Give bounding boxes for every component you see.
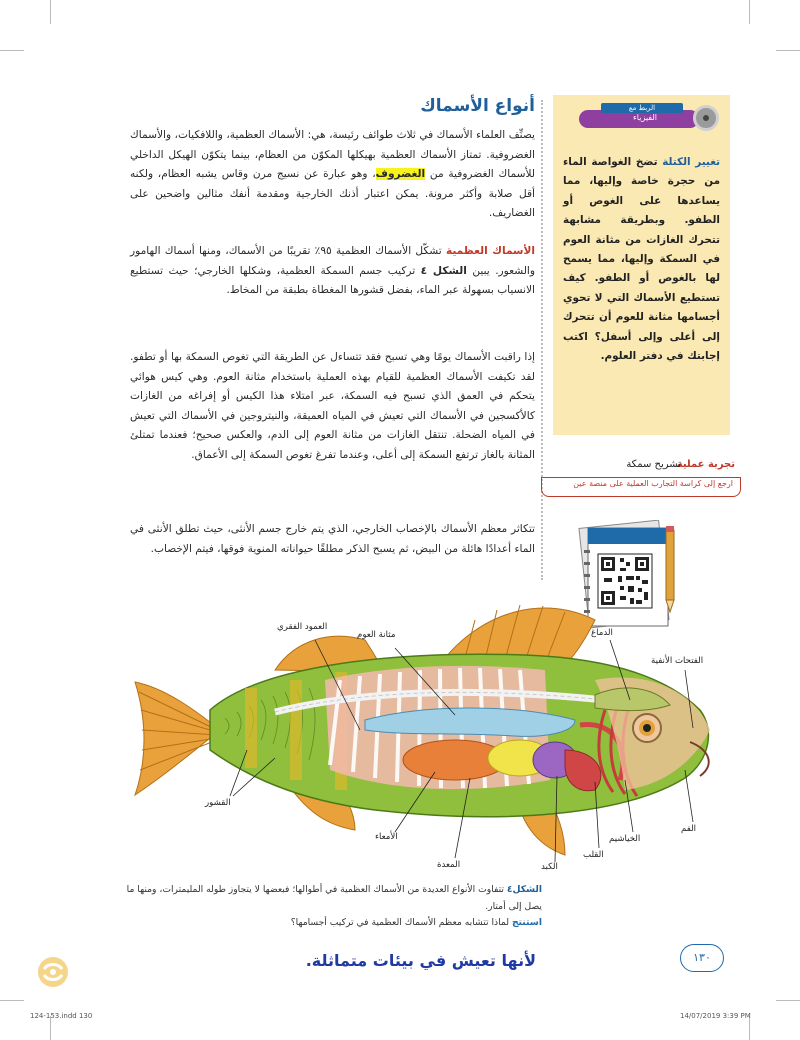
caption-line	[122, 882, 542, 915]
column-divider	[541, 100, 543, 580]
physics-connection-box	[553, 95, 730, 435]
bony-fish-anatomy-diagram	[125, 600, 725, 875]
caption-text: تتفاوت الأنواع العديدة من الأسماك العظمية في أطوالها؛ فبعضها لا يتجاوز طوله المليمترات، ومنها ما يصل إلى أمتار.	[126, 884, 542, 912]
bony-text-a: تشكّل الأسماك العظمية ٩٥٪ تقريبًا من الأسماك، ومنها أسماك الهامور والشعور. يبين	[130, 245, 535, 277]
label-stomach: المعدة	[437, 860, 461, 870]
intro-text-b: ، وهو عبارة عن نسيج مرن وقاس يشبه العظام، ولكنه أقل صلابة وأكثر مرونة. يمكن اعتبار أذنك الخارجية ومقدمة أنفك مثالين واضحين على الغضاريف.	[130, 168, 535, 220]
lab-title: تشريح سمكة	[626, 459, 681, 470]
label-swim-bladder: مثانة العوم	[357, 630, 396, 640]
badge-top-label: الربط مع	[601, 103, 683, 113]
cartilage-term: الغضروف	[375, 168, 426, 181]
answer-text: لأنها تعيش في بيئات متماثلة.	[305, 951, 536, 970]
crop-mark	[749, 0, 750, 24]
label-gills: الخياشيم	[609, 834, 641, 844]
swim-bladder-paragraph: إذا راقبت الأسماك يومًا وهي تسبح فقد تتساءل عن الطريقة التي تغوص السمكة بها أو تطفو. لقد تكيفت الأسماك العظمية للقيام بهذه العملية باستخدام مثانة العوم. وهي كيس هوائي يتحكم في العمق الذي تسبح فيه السمكة، عبر امتلاء هذا الكيس أو إفراغه من الغازات كالأكسجين في الأسماك التي تعيش في المياه العميقة، والنيتروجين في الأسماك التي تعيش في المياه الضحلة. تنتقل الغازات من مثانة العوم إلى الدم، والعكس صحيح؛ فعندما تمتلئ المثانة بالغاز ترتفع السمكة إلى أعلى، وعندما تفرغ تغوص السمكة إلى الأعماق.	[130, 351, 535, 461]
label-spine: العمود الفقري	[277, 622, 328, 632]
lab-activity	[541, 455, 741, 505]
sidebar-body: تضخ الغواصة الماء من حجرة خاصة وإليها، مما يساعدها على الغوص أو الطفو. وبطريقة مشابهة تتحرك الغازات من مثانة العوم في السمكة وإليها، مما يسمح لها بالغوص أو الطفو. كيف تستطيع الأسماك التي لا تحوي أجسامها مثانة للعوم أن تتحرك إلى أعلى وإلى أسفل؟ اكتب إجابتك في دفتر العلوم.	[563, 156, 720, 363]
question-text: لماذا تتشابه معظم الأسماك العظمية في تركيب أجسامها؟	[290, 917, 512, 928]
caption-question	[122, 915, 542, 932]
crop-mark	[0, 50, 24, 51]
label-brain: الدماغ	[591, 628, 613, 638]
footer-date: 14/07/2019 3:39 PM	[680, 1012, 751, 1020]
label-intestines: الأمعاء	[375, 832, 398, 842]
crop-mark	[776, 50, 800, 51]
label-nostrils: الفتحات الأنفية	[651, 656, 704, 666]
crop-mark	[776, 1000, 800, 1001]
sidebar-term: تغيير الكتلة	[662, 156, 720, 168]
figure-reference: الشكل ٤	[420, 264, 467, 277]
footer-file-name: 124-153.indd 130	[30, 1012, 93, 1020]
bony-fish-paragraph	[130, 242, 535, 342]
publisher-logo-icon	[36, 955, 70, 989]
label-scales: القشور	[205, 798, 231, 808]
figure-caption	[122, 882, 542, 932]
gear-icon	[693, 105, 719, 131]
crop-mark	[50, 0, 51, 24]
sidebar-text	[563, 153, 720, 366]
physics-badge	[565, 104, 715, 131]
page-title: أنواع الأسماك	[420, 96, 535, 116]
reproduction-paragraph: تتكاثر معظم الأسماك بالإخصاب الخارجي، الذي يتم خارج جسم الأنثى، حيث تطلق الأنثى في الماء أعدادًا هائلة من البيض، ثم يسبح الذكر مطلقًا حيواناته المنوية فوقها، فيتم الإخصاب.	[130, 523, 535, 555]
crop-mark	[0, 1000, 24, 1001]
intro-paragraph	[130, 126, 535, 246]
label-liver: الكبد	[541, 862, 558, 872]
bony-fish-term: الأسماك العظمية	[445, 245, 535, 257]
question-label: استنتج	[511, 917, 542, 928]
label-mouth: الفم	[681, 824, 697, 834]
caption-label: الشكل٤	[506, 884, 542, 895]
bony-text-b: تركيب جسم السمكة العظمية، وشكلها الخارجي؛ حيث تستطيع الانسياب بسهولة عبر الماء، بفضل قشورها المغطاة بطبقة من المخاط.	[130, 264, 535, 297]
label-heart: القلب	[583, 850, 604, 860]
lab-badge: تجربة عملية	[676, 459, 735, 470]
badge-label: الفيزياء	[633, 113, 657, 122]
intro-text-a: يصنِّف العلماء الأسماك في ثلاث طوائف رئيسة، هي: الأسماك العظمية، واللافكيات، والأسماك الغضروفية. تمتاز الأسماك العظمية بهيكلها المكوّن من العظام، بينما يتكوّن الهيكل الداخلي للأسماك الغضروفية من	[130, 129, 535, 181]
lab-note: ارجع إلى كراسة التجارب العملية على منصة عين	[573, 479, 733, 488]
page-number: ١٣٠	[680, 944, 724, 972]
